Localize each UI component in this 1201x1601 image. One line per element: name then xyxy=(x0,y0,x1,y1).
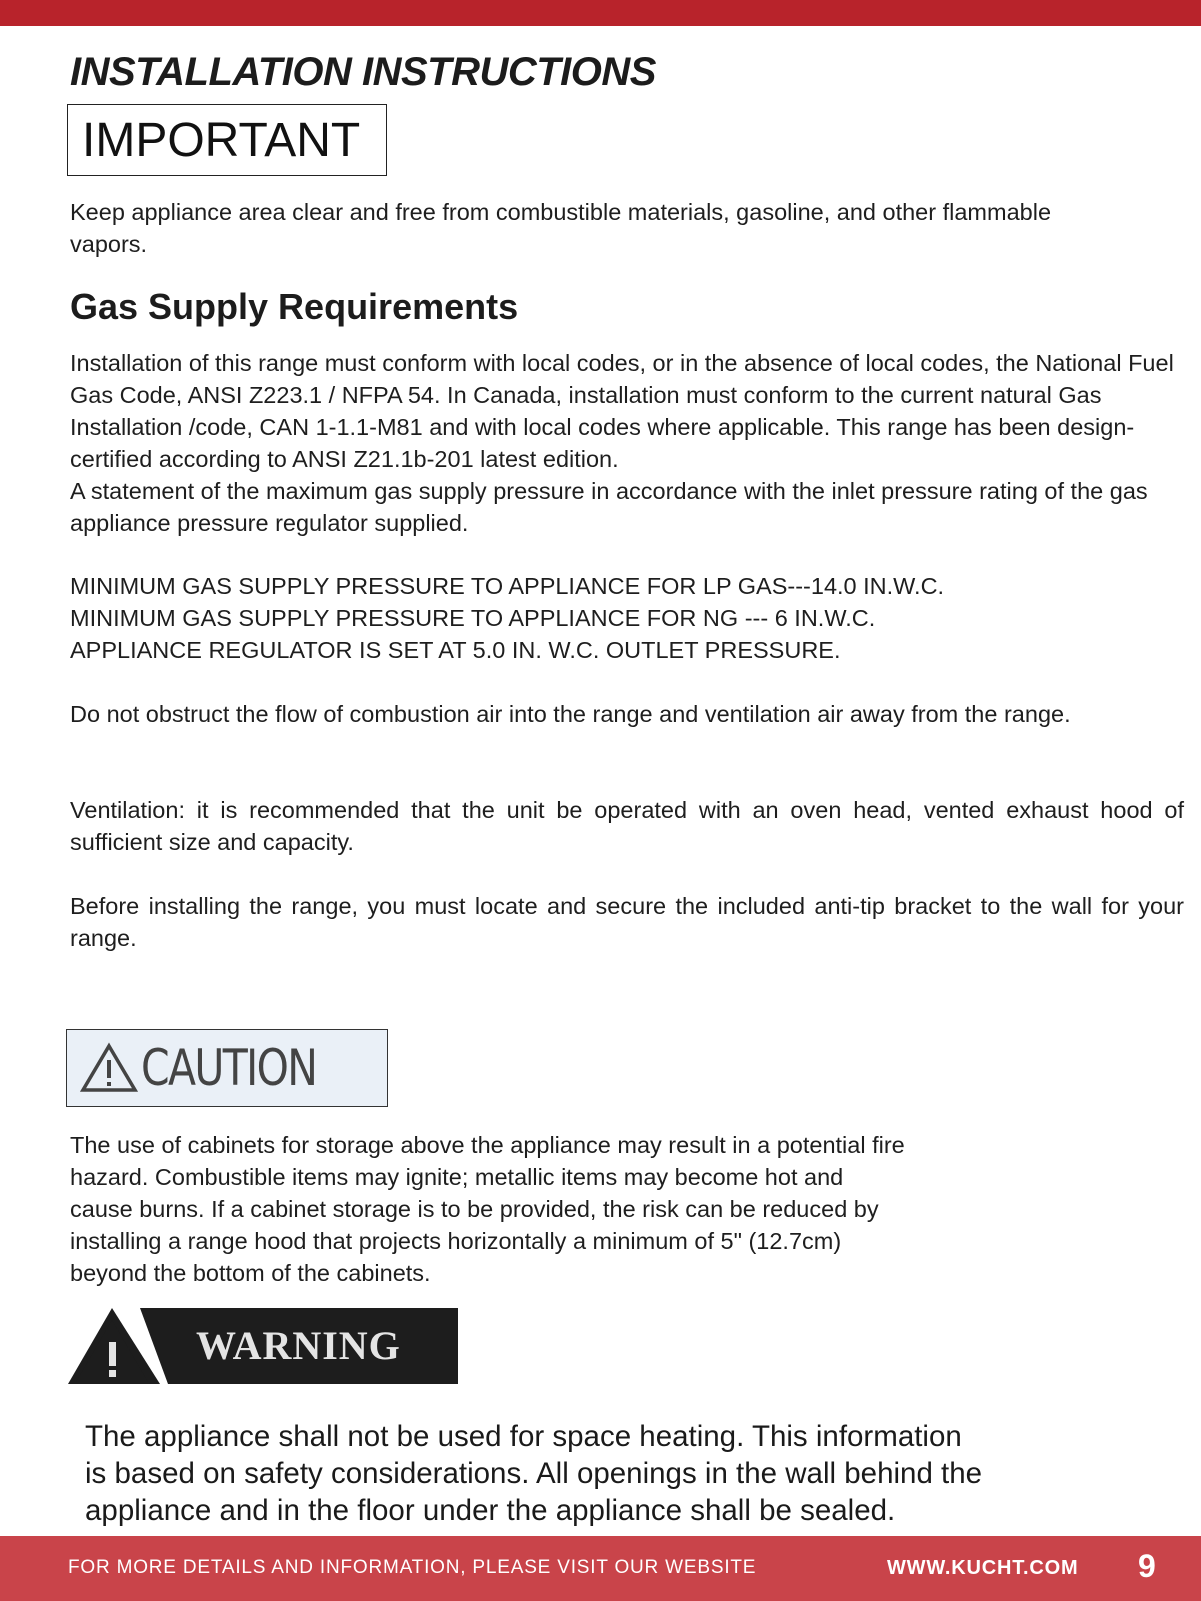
page-number: 9 xyxy=(1138,1548,1156,1584)
warning-triangle-icon xyxy=(79,1042,139,1094)
caution-line: installing a range hood that projects horizontally a minimum of 5" (12.7cm) xyxy=(70,1228,842,1254)
gas-supply-statement: A statement of the maximum gas supply pressure in accordance with the inlet pressure rating of the gas appliance pressure regulator supplied. xyxy=(70,478,1148,536)
caution-text-block xyxy=(70,1129,1030,1289)
ventilation-paragraph: Ventilation: it is recommended that the unit be operated with an oven head, vented exhaust hood of sufficient size and capacity. xyxy=(70,797,1184,855)
footer-bar xyxy=(0,1536,1201,1601)
pressure-line-ng: MINIMUM GAS SUPPLY PRESSURE TO APPLIANCE FOR NG --- 6 IN.W.C. xyxy=(70,605,876,631)
gas-supply-text: Installation of this range must conform with local codes, or in the absence of local codes, the National Fuel Gas Code, ANSI Z223.1 / NFPA 54. In Canada, installation must conform to the current natural Gas Installation /code, CAN 1-1.1-M81 and with local codes where applicable. This range has been design-certified according to ANSI Z21.1b-201 latest edition. xyxy=(70,350,1174,472)
website-link[interactable]: WWW.KUCHT.COM xyxy=(887,1557,1079,1579)
top-red-bar xyxy=(0,0,1201,26)
caution-line: beyond the bottom of the cabinets. xyxy=(70,1260,431,1286)
pressure-line-lp: MINIMUM GAS SUPPLY PRESSURE TO APPLIANCE FOR LP GAS---14.0 IN.W.C. xyxy=(70,573,945,599)
caution-line: cause burns. If a cabinet storage is to be provided, the risk can be reduced by xyxy=(70,1196,879,1222)
warning-text-block xyxy=(85,1418,1035,1529)
important-label: IMPORTANT xyxy=(82,113,361,167)
caution-label: CAUTION xyxy=(141,1039,317,1097)
page-title: INSTALLATION INSTRUCTIONS xyxy=(70,50,656,94)
warning-label: WARNING xyxy=(196,1323,401,1368)
pressure-line-regulator: APPLIANCE REGULATOR IS SET AT 5.0 IN. W.C. OUTLET PRESSURE. xyxy=(70,637,841,663)
caution-line: hazard. Combustible items may ignite; metallic items may become hot and xyxy=(70,1164,844,1190)
important-box xyxy=(67,104,387,176)
warning-line: is based on safety considerations. All openings in the wall behind the xyxy=(85,1457,983,1490)
warning-line: appliance and in the floor under the appliance shall be sealed. xyxy=(85,1494,896,1527)
warning-line: The appliance shall not be used for space heating. This information xyxy=(85,1420,962,1453)
footer-text: FOR MORE DETAILS AND INFORMATION, PLEASE VISIT OUR WEBSITE xyxy=(68,1557,757,1578)
anti-tip-paragraph: Before installing the range, you must locate and secure the included anti-tip bracket to the wall for your range. xyxy=(70,893,1184,951)
caution-line: The use of cabinets for storage above the appliance may result in a potential fire xyxy=(70,1132,905,1158)
important-text: Keep appliance area clear and free from combustible materials, gasoline, and other flammable vapors. xyxy=(70,199,1052,257)
gas-supply-paragraph xyxy=(70,347,1200,539)
caution-label-box xyxy=(66,1029,388,1107)
obstruct-paragraph: Do not obstruct the flow of combustion air into the range and ventilation air away from the range. xyxy=(70,701,1071,727)
warning-banner xyxy=(68,1308,458,1384)
pressure-specs xyxy=(70,570,1170,666)
gas-supply-title: Gas Supply Requirements xyxy=(70,286,519,327)
